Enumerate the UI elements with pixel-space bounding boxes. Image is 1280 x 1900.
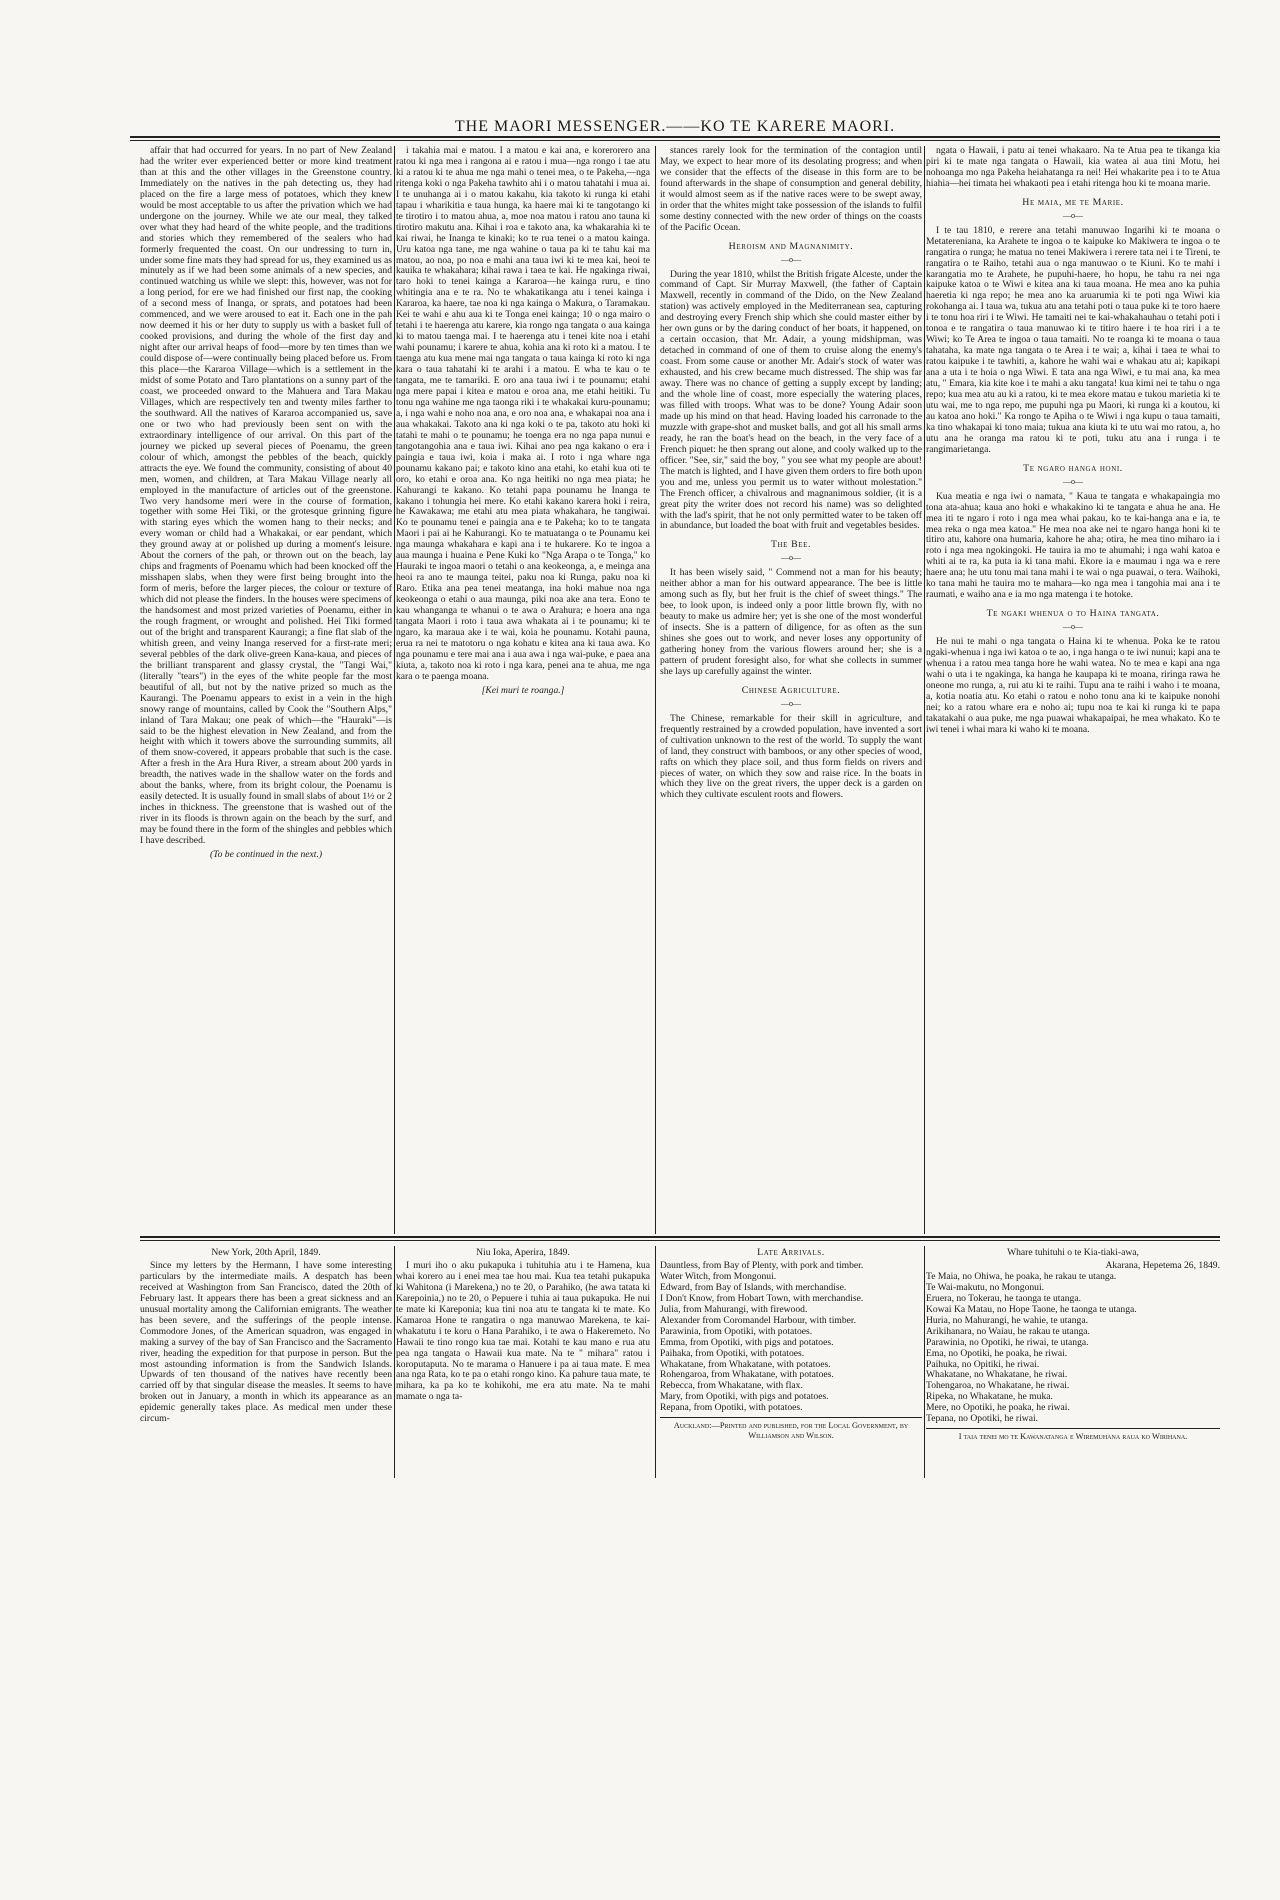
column-rule xyxy=(924,1246,925,1478)
list-item: Julia, from Mahurangi, with firewood. xyxy=(660,1303,808,1315)
letter-body: Since my letters by the Hermann, I have some interesting particulars by the intermediate mails. A despatch has been received at Washington from San Francisco, dated the 20th of February last. It appears there has been a great sickness and an unusual mortality among the Californian emigrants. The weather has been severe, and the sufferings of the people intense. Commodore Jones, of the American squadron, was engaged in making a survey of the bay of San Francisco and the Sacramento river, heading the expedition for that purpose in person. But the most astounding information is from the Sandwich Islands. Upwards of ten thousand of the natives have recently been carried off by that singular disease the measles. It seems to have broken out in January, a month in which its appearance as an epidemic generally takes place. As medical men under these circum- xyxy=(140,1259,392,1425)
list-item: Dauntless, from Bay of Plenty, with pork and timber. xyxy=(660,1259,864,1271)
late-arrivals xyxy=(660,1248,922,1478)
article-body: stances rarely look for the termination of the contagion until May, we expect to hear more of its desolating progress; and when we consider that the effects of the disease in this form are to be found afterwards in the shape of consumption and general debility, it would almost seem as if the native races were to be swept away, in order that the whites might take possession of the islands to fulfil some destiny connected with the new order of things on the coasts of the Pacific Ocean. xyxy=(660,146,922,233)
whare-tuhituhi xyxy=(926,1248,1220,1478)
imprint-english: Auckland:—Printed and published, for the Local Government, by Williamson and Wilson. xyxy=(673,1421,909,1441)
column-rule xyxy=(655,1246,656,1478)
masthead: THE MAORI MESSENGER.——KO TE KARERE MAORI. xyxy=(454,118,896,135)
maia-body: I te tau 1810, e rerere ana tetahi manuwao Ingarihi ki te moana o Metatereniana, ka Arahete te ingoa o te kaipuke ko Makiwera te ingoa o te rangatira o runga; he matua no tenei Makiwera i rerere tata nei i te Tireni, te rangatira o te Raiho, tetahi aua o nga manuwao o te Kiuni. Ko te mahi i karangatia mo te Arahete, he pupuhi-haere, ho hopu, he tahu ra nei nga kaipuke katoa o te Wiwi e kitea ana ki taua moana. He mea ano ka puhia haeretia ki nga repo; he mea ano ka aruarumia ki te poti nga Wiwi kia rokohanga ai. I taua wa, tukua atu ana tetahi poti o taua puke ki te toro haere i te tonu hoa riri i te Wiwi. He tamaiti nei te kai-whakahauhau o tetahi poti i tonoa e te rangatira o taua manuwao ki te titiro haere i te hoa riri i a te Wiwi; ko Te Area te ingoa o taua tamaiti. No te roanga ki te moana o taua tahataha, ka mate nga tangata o te Area i te wai; a, kihai i taea te whai to ratou kaipuke i te tawhiti, a, kahore he wahi wai e whakau atu ai; kapikapi ana a uta i te hoia o nga Wiwi. E tata ana nga Wiwi, e tu mai ana, ka mea atu, " Emara, kia kite koe i te mahi a aku tangata! kua kimi nei te tahu o nga repo; kua mea atu au ki a ratou, ki te mea ekore matau e tukou marietia ki te utu wai, me to nga repo, me pupuhi nga pu Maori, ki runga ki a koutou, ki au katoa ano hoki." Ka rongo te Apiha o te Wiwi i nga kupu o taua tamaiti, ka tino whakapai ki tono maia; tukua ana kiuta ki te utu wai mo ratou, a, ho utu ana he oranga ma ratou ki te poti, tuku atu ana i runga i te rangimarietanga. xyxy=(926,224,1220,455)
list-item: Arikihanara, no Waiau, he rakau te utanga. xyxy=(926,1325,1090,1337)
new-york-letter-maori xyxy=(396,1248,650,1460)
list-item: Eruera, no Tokerau, he taonga te utanga. xyxy=(926,1292,1081,1304)
article-body: affair that had occurred for years. In no part of New Zealand had the writer ever experienced better or more kind treatment than at this and the other villages in the Greenstone country. Immediately on the natives in the pah detecting us, they had placed on the fire a large mess of potatoes, which they knew would be most acceptable to us after the privation which we had undergone on the journey. While we ate our meal, they talked over what they had heard of the white people, and the traditions and stories which they remembered of the sealers who had formerly frequented the coast. On our undressing to turn in, under some fine mats they had spread for us, they examined us as minutely as if we had been some animals of a new species, and continued watching us while we slept: this, however, was not for a long period, for ere we had finished our first nap, the cooking of a second mess of Inanga, or sprats, and potatoes had been commenced, and we were aroused to eat it. Each one in the pah now deemed it his or her duty to supply us with a basket full of cooked provisions, and during the whole of the first day and night after our arrival heaps of food—more by ten times than we could dispose of—were continually being placed before us. From this place—the Kararoa Village—which is a settlement in the midst of some Potato and Taro plantations on a sunny part of the coast, we proceeded onward to the Mahuera and Tara Makau Villages, which are respectively ten and twenty miles farther to the southward. All the natives of Kararoa accompanied us, save one or two who had previously been sent on with the extraordinary intelligence of our arrival. On this part of the journey we picked up several pieces of Poenamu, the green colour of which, amongst the pebbles of the beach, quickly attracts the eye. We found the community, consisting of about 40 men, women, and children, at Tara Makau Village nearly all employed in the manufacture of articles out of the greenstone. Two very handsome meri were in the course of formation, together with some Hei Tiki, or the grotesque grinning figure with staring eyes which the women hang to their necks; and every woman or child had a Whakakai, or ear pendant, which they ground away at or polished up during a moment's leisure. About the corners of the pah, or thrown out on the beach, lay chips and fragments of Poenamu which had been knocked off the misshapen slabs, when they were first being brought into the form of meris, before the larger pieces, the colour or texture of which did not please the finders. In the houses were specimens of the handsomest and most prized varieties of Poenamu, either in the rough fragment, or wrought and polished. Hei Tiki formed out of the bright and transparent Kaurangi; a fine flat slab of the whitish green, and veiny Inanga reserved for a first-rate meri; several pebbles of the dark olive-green Kana-kaua, and pieces of the brilliant transparent and glassy crystal, the "Tangi Wai," (literally "tears") in the eyes of the white people far the most beautiful of all, but not by the native prized so much as the Kaurangi. The Poenamu appears to exist in a vein in the high snowy range of mountains, called by Cook the "Southern Alps," inland of Tara Makau; one peak of which—the "Hauraki"—is said to be the highest elevation in New Zealand, and from the height with which it towers above the surrounding summits, all of them snow-covered, it appears probable that such is the case. After a fresh in the Ara Hura River, a stream about 200 yards in breadth, the natives wade in the shallow water on the fords and about the banks, where, from its bright colour, the Poenamu is easily detected. It is usually found in small slabs of about 1½ or 2 inches in thickness. The greenstone that is washed out of the river in its floods is thrown again on the beach by the surf, and may be found there in the form of the shingles and pebbles which I have described. xyxy=(140,146,392,847)
column-rule xyxy=(394,146,395,1234)
list-item: Te Wai-makutu, no Mongonui. xyxy=(926,1281,1045,1293)
list-item: Paihuka, no Opitiki, he riwai. xyxy=(926,1358,1040,1370)
list-item: Mary, from Opotiki, with pigs and potatoes. xyxy=(660,1391,829,1403)
imprint-maori: I taia tenei mo te Kawanatanga e Wiremuhana raua ko Wirihana. xyxy=(958,1432,1188,1442)
arrivals-heading: Late Arrivals. xyxy=(757,1248,825,1258)
masthead-rule-thin xyxy=(130,140,1220,141)
list-item: Alexander from Coromandel Harbour, with timber. xyxy=(660,1314,856,1326)
list-item: Ema, no Opotiki, he poaka, he riwai. xyxy=(926,1347,1068,1359)
list-item: Ripeka, no Whakatane, he muka. xyxy=(926,1391,1053,1403)
column-rule xyxy=(924,146,925,1234)
imprint-rule xyxy=(926,1428,1220,1429)
list-item: Rohengaroa, from Whakatane, with potatoes. xyxy=(660,1369,834,1381)
heading-separator: —o— xyxy=(781,698,801,708)
list-item: Repana, from Opotiki, with potatoes. xyxy=(660,1402,803,1414)
whare-list xyxy=(926,1272,1220,1425)
list-item: Parawinia, from Opotiki, with potatoes. xyxy=(660,1325,813,1337)
masthead-rule xyxy=(130,136,1220,138)
continued-note: (To be continued in the next.) xyxy=(209,849,323,860)
list-item: Kowai Ka Matau, no Hope Taone, he taonga te utanga. xyxy=(926,1303,1137,1315)
dateline: Akarana, Hepetema 26, 1849. xyxy=(1105,1259,1220,1271)
column-rule xyxy=(394,1246,395,1478)
bee-heading: The Bee. xyxy=(770,539,812,551)
column-rule xyxy=(655,146,656,1234)
heading-separator: —o— xyxy=(1063,210,1083,220)
column-1-english xyxy=(140,146,392,1228)
haina-body: He nui te mahi o nga tangata o Haina ki te whenua. Poka ke te ratou ngaki-whenua i nga iwi katoa o te ao, i nga hanga o te iwi nunui; kapi ana te whenua i a ratou mea tanga hore he wahi watea. No te mea e kapi ana nga wahi o uta i te ngakinga, ka hanga he kaupapa ki te moana, riringa rawa he oneone mo runga, a, rui atu ki te raihi. Tupu ana te raihi i waho i te moana, a, kotia noatia atu. Ko etahi o ratou e noho tonu ana ki te kaipuke nonohi nei; ko a ratou whare era e noho ai; tupu noa te kai ki runga ki te papa takatakahi o aua puke, me nga puawai whakapaipai, he mea whakato. Ko te iwi tenei i whai mara ki waho ki te moana. xyxy=(926,636,1220,735)
section-rule-thin xyxy=(140,1240,1220,1241)
dateline: Niu Ioka, Aperira, 1849. xyxy=(476,1248,570,1258)
chinese-body: The Chinese, remarkable for their skill in agriculture, and frequently restrained by a crowded population, have invented a sort of cultivation unknown to the rest of the world. To supply the want of land, they construct with bamboos, or any other species of wood, rafts on which they place soil, and thus form fields on rivers and pieces of water, on which they sow and raise rice. In the boats in which they live on the great rivers, the upper deck is a garden on which they cultivate esculent roots and flowers. xyxy=(660,712,922,801)
continued-note: [Kei muri te roanga.] xyxy=(481,684,565,696)
column-2-maori xyxy=(396,146,650,1206)
column-4-maori xyxy=(926,146,1220,1216)
ngaro-body: Kua meatia e nga iwi o namata, " Kaua te tangata e whakapaingia mo tona ata-ahua; kaua ano hoki e whakakino ki te tangata e ahua he ana. He mea iti te ngaro i roto i nga mea whai pakau, ko te kai-hanga ana e ia, te mea reka o nga mea katoa." He mea noa ake nei te ngaro hanga honi ki te titiro atu, kahore ona humaria, kahore he aha; otira, he mea tino miharo ia i roto i nga mea ngokingoki. He tauira ia mo te ahumahi; i nga wahi katoa e whiti ai te ra, ka puta ia ki tana mahi. Ekore ia e maumau i nga wa e rere haere ana; he utu tonu mai tana mahi i te wai o nga puawai, o tera. Waihoki, ko tana mahi he tauira mo te mahara—ko nga mea i tangohia mai ana i te raumati, e waiho ana e ia mo nga matenga i te hotoke. xyxy=(926,490,1220,601)
list-item: Te Maia, no Ohiwa, he poaka, he rakau te utanga. xyxy=(926,1270,1117,1282)
list-item: Water Witch, from Mongonui. xyxy=(660,1270,777,1282)
maia-heading: He maia, me te Marie. xyxy=(1022,196,1124,208)
heading-separator: —o— xyxy=(1063,622,1083,632)
list-item: Paihaka, from Opotiki, with potatoes. xyxy=(660,1347,805,1359)
dateline: New York, 20th April, 1849. xyxy=(211,1248,321,1258)
chinese-heading: Chinese Agriculture. xyxy=(741,684,841,696)
list-item: I Don't Know, from Hobart Town, with merchandise. xyxy=(660,1292,864,1304)
list-item: Whakatane, no Whakatane, he riwai. xyxy=(926,1369,1068,1381)
article-body: i takahia mai e matou. I a matou e kai ana, e korerorero ana ratou ki nga mea i rangona ai e ratou i mua—nga rongo i tae atu ki a ratou ki te ahua me nga mahi o tenei mea, o te Pakeha,—nga ritenga koki o nga Pakeha tawhito ahi i o matou tahatahi i mua ai. I te unuhanga ai i o matou kakahu, kia takoto ki runga ki etahi tapau i wharikitia e taua hunga, ka haere mai ki te tangotango ki te tirotiro i to matou ahua, a, moe noa matou i ratou ano tauna ki tirotiro makutu ana. Kihai i roa e takoto ana, ka whakarahia ki te kai riwai, he Inanga te kinaki; ko te rua tenei o a matou kainga. Uru katoa nga tane, me nga wahine o taua pa ki te tahu kai ma matou, ao noa, po noa e mahi ana taua iwi ki te mea kai, heoi te kauika te whakahara; kihai rawa i taea te kai. He ngakinga riwai, taro hoki to tenei kainga a Kararoa—he kainga ruru, e tino whitingia ana e te ra. No te whakatikanga atu i tenei kainga i Kararoa, ka haere, tae noa ki nga kainga o Makura, o Taramakau. Kei te wahi e ahu aua ki te Tonga enei kainga; 10 o nga mairo o tetahi i te haerenga atu karere, kia rongo nga tangata o aua kainga ki to matou taenga mai. I te haerenga atu i tenei kite noa i etahi wahi pounamu; i karere te ahua, kohia ana ki roto ki a matou. I te taenga atu kua mene mai nga tangata o taua kainga ki roto ki nga kara o taua tahatahi ki te arahi i a matou. E wha te kau o te tangata, me te tamariki. E oro ana taua iwi i te pounamu; etahi nga mere papai i kitea e matou e oroa ana, me etahi heitiki. Tu tonu nga wahine me nga taonga riki i te whakakai kuru-pounamu; a, i nga wahi e noho noa ana, e oro noa ana, e whakapai noa ana i aua whakakai. Takoto ana ki nga koki o te pa, takoto atu hoki ki tatahi te mahi o te pounamu; he toenga era no nga papa nunui e tangotangohia ana e taua iwi. Kihai ano pea nga kakano o era i paingia e taua iwi, koia i maka ai. I roto i nga whare nga pounamu kakano pai; e takoto kino ana etahi, ko etahi kua oti te oro, ko etahi e oroa ana. Ko nga heitiki no nga mea piata; he Kahurangi te kakano. Ko tetahi papa pounamu he Inanga te kakano i tohungia hei mere. Ko etahi kakano karera hoki i reira, he Kawakawa; me etahi atu mea piata whakahara, he tangiwai. Ko te pounamu tenei e paingia ana e te Pakeha; ko to te tangata Maori i pai ai he Kahurangi. Ko te matuatanga o te Pounamu kei nga maunga whakahara e kapi ana i te hukarere. Ko te ingoa a aua maunga i huaina e Pene Kuki ko "Nga Arapa o te Tonga," ko Hauraki te ingoa maori o tetahi o ana keokeonga, a, e meinga ana heoi ra ano te maunga teitei, paku noa ki Runga, paku noa ki Raro. Etika ana pea tenei meatanga, ina hoki mahue noa nga keokeonga o etahi o aua maunga, piki noa ake ana tera. Eono te kau whanganga te whanui o te awa o Arahura; e hoera ana nga tangata Maori i roto i taua awa whakata ai i te pounamu; ki te ngaro, ka maraua ake i te wai, koia he pounamu. Kotahi pauna, erua ra nei te matotoru o nga kohatu e kitea ana ki taua awa. Ko nga pounamu e tere mai ana i aua awa i nga wai-puke, e paea ana kiuta, a, takoto noa ki roto i nga kara, penei ana te ahua, me nga kara o te paenga moana. xyxy=(396,146,650,682)
new-york-letter-english xyxy=(140,1248,392,1460)
column-3-english xyxy=(660,146,922,1216)
heroism-body: During the year 1810, whilst the British frigate Alceste, under the command of Capt. Sir Murray Maxwell, (the father of Captain Maxwell, recently in command of the Dido, on the New Zealand station) was actively employed in the Mediterranean sea, capturing and destroying every French ship which she could master either by her own guns or by the daring conduct of her boats, it happened, on a certain occasion, that Mr. Adair, a young midshipman, was detached in command of one of them to cruise along the enemy's coast. From some cause or another Mr. Adair's stock of water was exhausted, and his crew became much distressed. The ship was far away. There was no chance of getting a supply except by landing; and the whole line of coast, more especially the watering places, was filled with troops. What was to be done? Young Adair soon made up his mind on that head. Having loaded his carronade to the muzzle with grape-shot and musket balls, and got all his small arms ready, he ran the boat's head on the beach, in the very face of a French piquet: he then sprang out alone, and cooly walked up to the officer. "See, sir," said the boy, " you see what my people are about! The match is lighted, and I have given them orders to fire both upon you and me, unless you permit us to water without molestation." The French officer, a chivalrous and magnanimous soldier, (it is a great pity the writer does not record his name) was so delighted with the lad's spirit, that he not only permitted water to be taken off in abundance, but loaded the boat with fruit and vegetables besides. xyxy=(660,268,922,532)
haina-heading: Te ngaki whenua o to Haina tangata. xyxy=(986,608,1160,620)
ngaro-heading: Te ngaro hanga honi. xyxy=(1023,462,1123,474)
article-body: ngata o Hawaii, i patu ai tenei whakaaro. Na te Atua pea te tikanga kia piri ki te mate nga tangata o Hawaii, kia watea ai aua tini Motu, hei nohoanga mo nga Pakeha heiahatanga ra nei! Hei whakarite pea i to te Atua hiahia—hei timata hei whakaoti pea i etahi ritenga hou ki te moana marie. xyxy=(926,146,1220,189)
letter-body: I muri iho o aku pukapuka i tuhituhia atu i te Hamena, kua whai korero au i enei mea tae hou mai. Kua tea tetahi pukapuka ki Wahitona (i Marekena,) no te 20, o Parahiko, (he awa tatata ki Karepoinia,) no te 20, o Pepuere i tuhia ai taua pukapuka. He nui te mate ki Kareponia; kua tini noa atu te tangata ki te mate. Ko Kamaroa Hone te rangatira o nga manuwao Marekena, te kai-whakatutu i te koru o Hana Parahiko, i te awa o Hakeremeto. No Hawaii te tino rongo kua tae mai. Kotahi te kau mano e rua atu pea nga tangata o Hawaii kua mate. Na te " mihara" ratou i koroputaputa. No te marama o Hanuere i pa ai taua mate. E mea ana nga Rata, ko te pa o etahi rongo kino. Ka pahure taua mate, te mihara, ka pa ko te kohikohi, me era atu mate. Na te mahi mamate o nga ta- xyxy=(396,1259,650,1403)
list-item: Huria, no Mahurangi, he wahie, te utanga. xyxy=(926,1314,1088,1326)
list-item: Tohengaroa, no Whakatane, he riwai. xyxy=(926,1380,1070,1392)
heading-separator: —o— xyxy=(1063,476,1083,486)
list-item: Edward, from Bay of Islands, with merchandise. xyxy=(660,1281,847,1293)
whare-heading: Whare tuhituhi o te Kia-tiaki-awa, xyxy=(1007,1248,1139,1258)
heroism-heading: Heroism and Magnanimity. xyxy=(728,240,854,252)
list-item: Parawinia, no Opotiki, he riwai, te utanga. xyxy=(926,1336,1089,1348)
heading-separator: —o— xyxy=(781,254,801,264)
section-rule xyxy=(140,1236,1220,1238)
list-item: Rebecca, from Whakatane, with flax. xyxy=(660,1380,803,1392)
list-item: Whakatane, from Whakatane, with potatoes. xyxy=(660,1358,831,1370)
list-item: Mere, no Opotiki, he poaka, he riwai. xyxy=(926,1402,1070,1414)
list-item: Emma, from Opotiki, with pigs and potatoes. xyxy=(660,1336,834,1348)
bee-body: It has been wisely said, " Commend not a man for his beauty; neither abhor a man for his outward appearance. The bee is little among such as fly, but her fruit is the chief of sweet things." The bee, to look upon, is indeed only a poor little brown fly, with no beauty to make us admire her; yet is she one of the most wonderful of insects. She is a pattern of diligence, for as often as the sun shines she goes out to work, and never loses any opportunity of gathering honey from the various flowers around her; she is a pattern of prudent foresight also, for what she collects in summer she lays up carefully against the winter. xyxy=(660,567,922,677)
list-item: Tepana, no Opotiki, he riwai. xyxy=(926,1413,1039,1425)
heading-separator: —o— xyxy=(781,553,801,563)
arrivals-list xyxy=(660,1261,922,1414)
imprint-rule xyxy=(660,1417,922,1418)
